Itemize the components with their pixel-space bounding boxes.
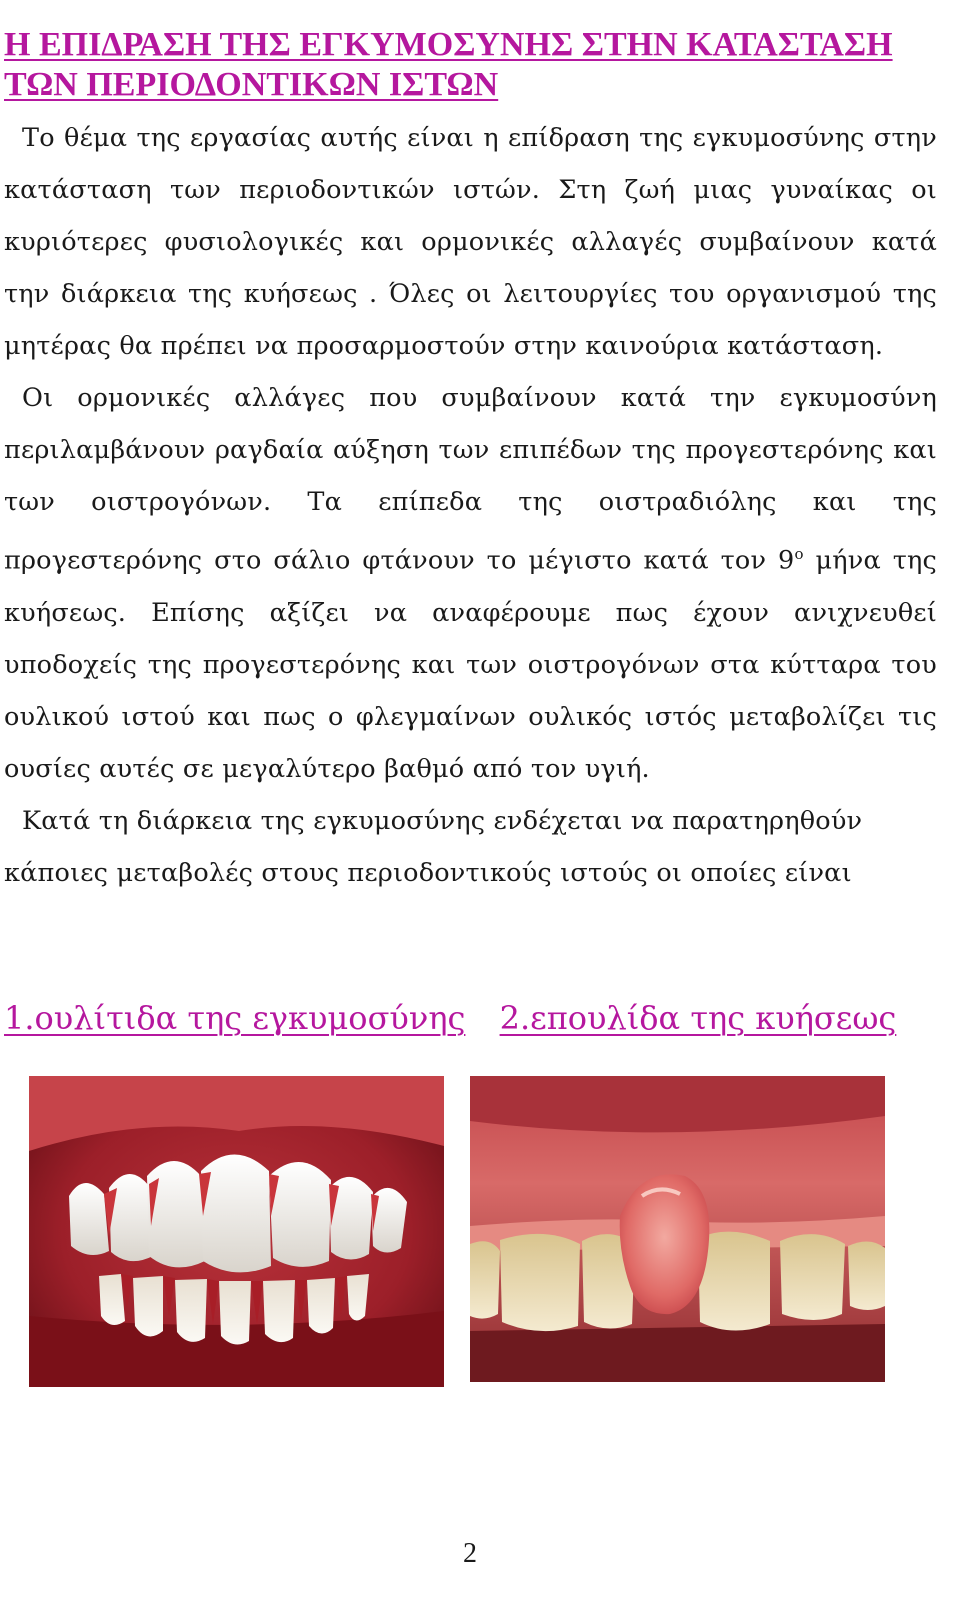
document-title: [4, 25, 944, 105]
link-pregnancy-gingivitis[interactable]: 1.ουλίτιδα της εγκυμοσύνης: [4, 999, 466, 1037]
page-number: 2: [463, 1538, 477, 1569]
ordinal-superscript: ο: [794, 545, 804, 563]
paragraph-3: Κατά τη διάρκεια της εγκυμοσύνης ενδέχεται να παρατηρηθούν κάποιες μεταβολές στους περιοδοντικούς ιστούς οι οποίες είναι: [4, 805, 863, 888]
link-pregnancy-epulis[interactable]: 2.επουλίδα της κυήσεως: [499, 999, 897, 1037]
paragraph-2-text-a: Οι ορμονικές αλλάγες που συμβαίνουν κατά την εγκυμοσύνη περιλαμβάνουν ραγδαία αύξηση των επιπέδων της προγεστερόνης και των οιστρογόνων. Τα επίπεδα της οιστραδιόλης και της προγεστερόνης στο σάλιο φτάνουν το μέγιστο κατά τον 9: [4, 383, 937, 576]
title-line-1: Η ΕΠΙΔΡΑΣΗ ΤΗΣ ΕΓΚΥΜΟΣΥΝΗΣ ΣΤΗΝ ΚΑΤΑΣΤΑΣΗ: [4, 25, 893, 63]
photo-pregnancy-gingivitis: [29, 1076, 444, 1387]
gingivitis-illustration: [29, 1076, 444, 1387]
title-line-2: ΤΩΝ ΠΕΡΙΟΔΟΝΤΙΚΩΝ ΙΣΤΩΝ: [4, 65, 499, 103]
paragraph-2-text-b: μήνα της κυήσεως. Επίσης αξίζει να αναφέρουμε πως έχουν ανιχνευθεί υποδοχείς της προγεστερόνης και των οιστρογόνων στα κύτταρα του ουλικού ιστού και πως ο φλεγμαίνων ουλικός ιστός μεταβολίζει τις ουσίες αυτές σε μεγαλύτερο βαθμό από τον υγιή.: [4, 545, 937, 784]
paragraph-2: [4, 372, 937, 795]
epulis-illustration: [470, 1076, 885, 1382]
paragraph-1: Το θέμα της εργασίας αυτής είναι η επίδραση της εγκυμοσύνης στην κατάσταση των περιοδοντικών ιστών. Στη ζωή μιας γυναίκας οι κυριότερες φυσιολογικές και ορμονικές αλλαγές συμβαίνουν κατά την διάρκεια της κυήσεως . Όλες οι λειτουργίες του οργανισμού της μητέρας θα πρέπει να προσαρμοστούν στην καινούρια κατάσταση.: [4, 123, 937, 361]
photo-pregnancy-epulis: [470, 1076, 885, 1382]
topic-links: [4, 994, 934, 1042]
body-text: [4, 112, 937, 899]
